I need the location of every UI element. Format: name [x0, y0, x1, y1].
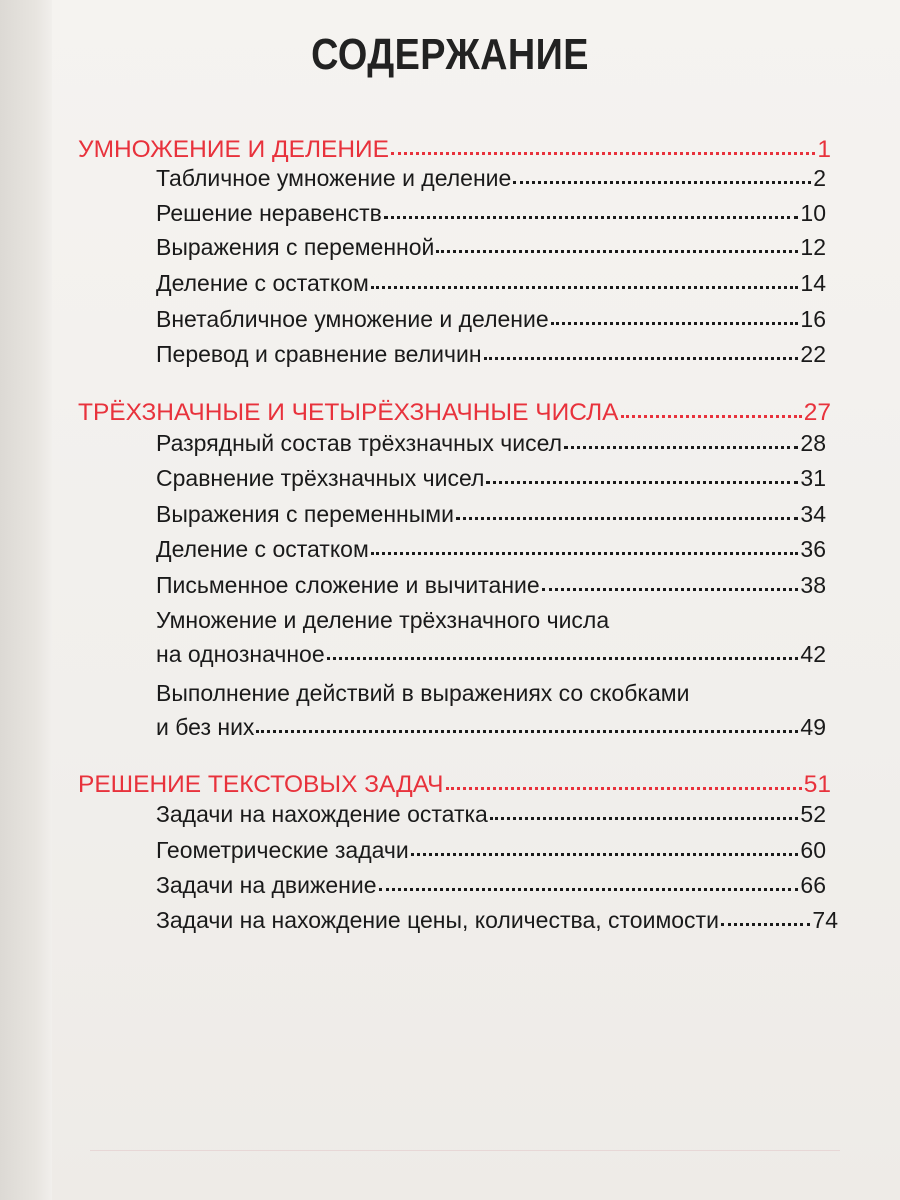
toc-item[interactable] [156, 569, 826, 601]
toc-item[interactable] [156, 338, 826, 370]
toc-item-label: Деление с остатком [156, 270, 369, 296]
toc-page-number: 27 [803, 399, 831, 426]
toc-leader-dots [513, 166, 811, 186]
toc-item-label: Письменное сложение и вычитание [156, 572, 540, 598]
toc-item[interactable] [156, 231, 826, 263]
toc-item[interactable] [156, 267, 826, 299]
toc-section-label: ТРЁХЗНАЧНЫЕ И ЧЕТЫРЁХЗНАЧНЫЕ ЧИСЛА [78, 399, 619, 426]
toc-page-number: 1 [817, 136, 831, 163]
toc-leader-dots [384, 201, 799, 221]
toc-leader-dots [486, 466, 798, 486]
toc-item-label-line1: Выполнение действий в выражениях со скобками [156, 680, 690, 706]
toc-page-number: 36 [800, 536, 826, 562]
toc-item-line1[interactable] [156, 604, 609, 636]
toc-item-label: Выражения с переменной [156, 234, 435, 260]
toc-page-number: 2 [813, 165, 826, 191]
toc-item[interactable] [156, 303, 826, 335]
toc-leader-dots [551, 307, 799, 327]
toc-leader-dots [391, 137, 815, 157]
toc-section-word-problems[interactable] [78, 769, 831, 801]
toc-leader-dots [256, 715, 798, 735]
toc-item-label: Задачи на движение [156, 872, 377, 898]
toc-section-three-four-digit-numbers[interactable] [78, 397, 831, 429]
page-title: СОДЕРЖАНИЕ [311, 30, 589, 79]
toc-item[interactable] [156, 162, 826, 194]
toc-leader-dots [621, 400, 802, 420]
toc-item-label: Выражения с переменными [156, 501, 454, 527]
toc-leader-dots [564, 431, 798, 451]
toc-item[interactable] [156, 498, 826, 530]
toc-item-label: Задачи на нахождение цены, количества, стоимости [156, 907, 719, 933]
toc-item-label: Табличное умножение и деление [156, 165, 512, 191]
toc-item[interactable] [156, 533, 826, 565]
toc-item-label: Геометрические задачи [156, 837, 409, 863]
toc-page-number: 38 [800, 572, 826, 598]
toc-item[interactable] [156, 834, 826, 866]
toc-item-line1[interactable] [156, 677, 689, 709]
toc-leader-dots [379, 873, 799, 893]
toc-page-number: 12 [800, 234, 826, 260]
toc-page-number: 74 [812, 907, 838, 933]
toc-leader-dots [542, 573, 799, 593]
toc-page-number: 51 [803, 771, 831, 798]
toc-page-number: 22 [800, 341, 826, 367]
toc-item-label: Деление с остатком [156, 536, 369, 562]
toc-page-number: 28 [800, 430, 826, 456]
toc-section-label: РЕШЕНИЕ ТЕКСТОВЫХ ЗАДАЧ [78, 771, 444, 798]
toc-item[interactable] [156, 197, 826, 229]
toc-item[interactable] [156, 462, 826, 494]
toc-leader-dots [721, 908, 810, 928]
toc-item-label-line1: Умножение и деление трёхзначного числа [156, 607, 610, 633]
toc-section-label: УМНОЖЕНИЕ И ДЕЛЕНИЕ [78, 136, 390, 163]
toc-leader-dots [371, 271, 799, 291]
toc-leader-dots [446, 772, 802, 792]
toc-item[interactable] [156, 798, 826, 830]
toc-page-number: 10 [800, 200, 826, 226]
toc-page-number: 49 [800, 714, 826, 740]
toc-item[interactable] [156, 427, 826, 459]
toc-leader-dots [327, 642, 799, 662]
toc-page-number: 42 [800, 641, 826, 667]
toc-item-label: и без них [156, 714, 255, 740]
toc-item[interactable] [156, 904, 838, 936]
toc-item-label: Разрядный состав трёхзначных чисел [156, 430, 563, 456]
toc-leader-dots [490, 802, 799, 822]
toc-leader-dots [436, 235, 798, 255]
toc-item[interactable] [156, 869, 826, 901]
toc-item-label: Сравнение трёхзначных чисел [156, 465, 485, 491]
toc-item-label: на однозначное [156, 641, 325, 667]
book-spine [0, 0, 52, 1200]
toc-item[interactable] [156, 711, 826, 743]
toc-page-number: 16 [800, 306, 826, 332]
toc-leader-dots [371, 537, 799, 557]
toc-item-label: Задачи на нахождение остатка [156, 801, 488, 827]
toc-item-label: Решение неравенств [156, 200, 382, 226]
toc-leader-dots [456, 502, 798, 522]
toc-item-label: Внетабличное умножение и деление [156, 306, 549, 332]
toc-page-number: 60 [800, 837, 826, 863]
toc-item[interactable] [156, 638, 826, 670]
toc-item-label: Перевод и сравнение величин [156, 341, 482, 367]
toc-page-number: 31 [800, 465, 826, 491]
toc-page-number: 52 [800, 801, 826, 827]
toc-leader-dots [484, 342, 799, 362]
page-footer-bleed [90, 1150, 840, 1191]
toc-leader-dots [411, 838, 799, 858]
toc-page-number: 66 [800, 872, 826, 898]
toc-page-number: 34 [800, 501, 826, 527]
toc-page-number: 14 [800, 270, 826, 296]
